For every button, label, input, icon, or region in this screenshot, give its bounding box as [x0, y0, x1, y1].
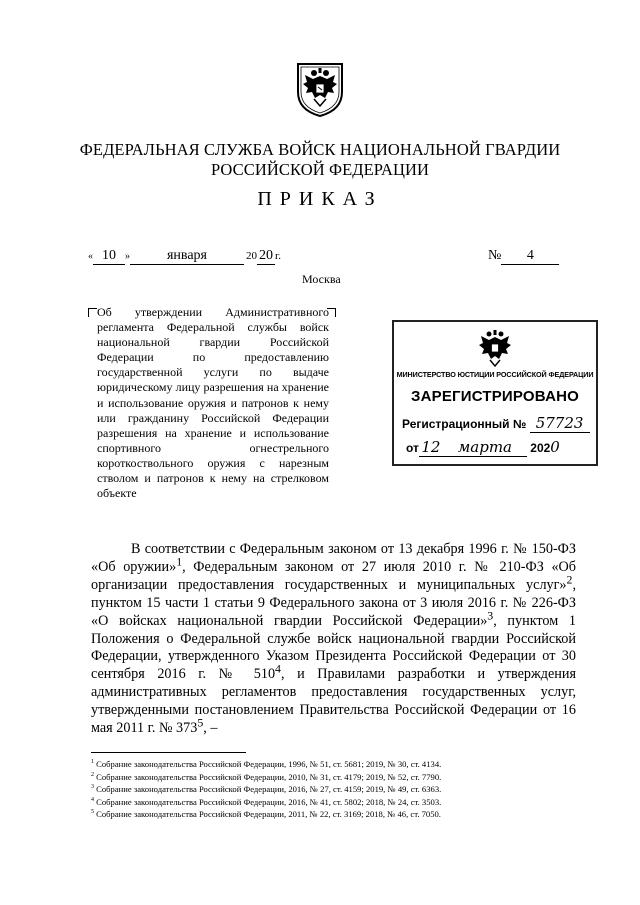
footnote-text: Собрание законодательства Российской Федерации, 1996, № 51, ст. 5681; 2019, № 30, ст. 4134.	[96, 759, 442, 769]
stamp-from-label: от	[406, 441, 419, 455]
body-text-5: , и Правилами разработки и утверждения административных регламентов предоставления государственных услуг, утвержденными постановлением Правительства Российской Федерации от 16 мая 2011 г. № 373	[91, 666, 576, 737]
footnote	[91, 758, 591, 771]
document-title: ПРИКАЗ	[257, 188, 383, 210]
footnote-ref-2[interactable]: 2	[566, 572, 573, 587]
stamp-day: 12	[419, 438, 443, 457]
footnote-ref-3[interactable]: 3	[487, 607, 494, 622]
stamp-reg-number-line	[402, 414, 590, 433]
footnote-mark: 5	[91, 809, 94, 816]
stamp-date-line	[406, 438, 560, 457]
footnotes	[91, 758, 591, 821]
body-text-2: , Федеральным законом от 27 июля 2010 г. № 210-ФЗ «Об организации предоставления государственных и муниципальных услуг»	[91, 558, 576, 593]
date-year-prefix: 20	[246, 250, 257, 262]
footnote-divider	[91, 752, 246, 753]
footnote-mark: 2	[91, 771, 94, 778]
date-month-value: января	[130, 248, 244, 265]
footnote-mark: 4	[91, 796, 94, 803]
order-number	[488, 248, 559, 265]
stamp-year-prefix: 202	[530, 441, 551, 455]
order-body	[91, 541, 576, 738]
footnote	[91, 771, 591, 784]
order-body-paragraph	[91, 541, 576, 738]
footnote-mark: 1	[91, 759, 94, 766]
body-text-6: , –	[203, 720, 218, 737]
order-subject: Об утверждении Административного регламента Федеральной службы войск национальной гвардии Российской Федерации по предоставлению государственной услуги по выдаче юридическому лицу разрешения на хранение и использование оружия и патронов к нему или гражданину Российской Федерации разрешения на хранение и использование спортивного огнестрельного короткоствольного оружия с нарезным стволом и патронов к нему на стрелковом объекте	[97, 305, 329, 501]
date-day-value: 10	[93, 248, 125, 265]
stamp-reg-label: Регистрационный №	[402, 417, 527, 431]
footnote	[91, 783, 591, 796]
stamp-reg-number: 57723	[530, 414, 590, 433]
footnote-mark: 3	[91, 784, 94, 791]
order-number-label: №	[488, 248, 502, 263]
emblem-icon	[295, 62, 345, 118]
footnote	[91, 796, 591, 809]
body-text-1: В соответствии с Федеральным законом от 13 декабря 1996 г. № 150-ФЗ «Об оружии»	[91, 541, 576, 575]
stamp-year-suffix: 0	[550, 438, 560, 456]
footnote-ref-1[interactable]: 1	[176, 554, 183, 569]
date-year-mark: г.	[275, 250, 282, 262]
footnote-ref-4[interactable]: 4	[275, 661, 281, 676]
subject-corner-left	[88, 308, 97, 317]
footnote-text: Собрание законодательства Российской Федерации, 2016, № 41, ст. 5802; 2018, № 24, ст. 3503.	[96, 796, 442, 807]
date-year-suffix: 20	[259, 248, 273, 263]
stamp-registered: ЗАРЕГИСТРИРОВАНО	[410, 388, 580, 405]
body-text-3: , пунктом 15 части 1 статьи 9 Федерального закона от 3 июля 2016 г. № 226-ФЗ «О войсках национальной гвардии Российской Федерации»	[91, 576, 576, 629]
footnote-text: Собрание законодательства Российской Федерации, 2011, № 22, ст. 3169; 2018, № 46, ст. 7050.	[96, 809, 441, 819]
date-month	[130, 248, 244, 265]
date-year	[246, 248, 281, 265]
stamp-ministry: МИНИСТЕРСТВО ЮСТИЦИИ РОССИЙСКОЙ ФЕДЕРАЦИИ	[396, 370, 594, 379]
stamp-month: марта	[443, 438, 527, 457]
city: Москва	[302, 272, 341, 286]
registration-stamp	[392, 320, 598, 466]
org-name-line1: ФЕДЕРАЛЬНАЯ СЛУЖБА ВОЙСК НАЦИОНАЛЬНОЙ ГВАРДИИ	[79, 140, 561, 159]
order-number-value: 4	[501, 248, 559, 265]
date-day: « 10 »	[88, 248, 130, 263]
body-text-4: , пунктом 1 Положения о Федеральной службе войск национальной гвардии Российской Федерации, утвержденного Указом Президента Российской Федерации от 30 сентября 2016 г. № 510	[91, 612, 576, 683]
footnote-text: Собрание законодательства Российской Федерации, 2010, № 31, ст. 4179; 2019, № 52, ст. 7790.	[96, 771, 442, 782]
footnote-text: Собрание законодательства Российской Федерации, 2016, № 27, ст. 4159; 2019, № 49, ст. 6363.	[96, 784, 442, 794]
footnote	[91, 808, 591, 821]
footnote-ref-5[interactable]: 5	[197, 715, 204, 730]
stamp-emblem-icon	[476, 328, 514, 368]
org-name-line2: РОССИЙСКОЙ ФЕДЕРАЦИИ	[210, 160, 430, 179]
